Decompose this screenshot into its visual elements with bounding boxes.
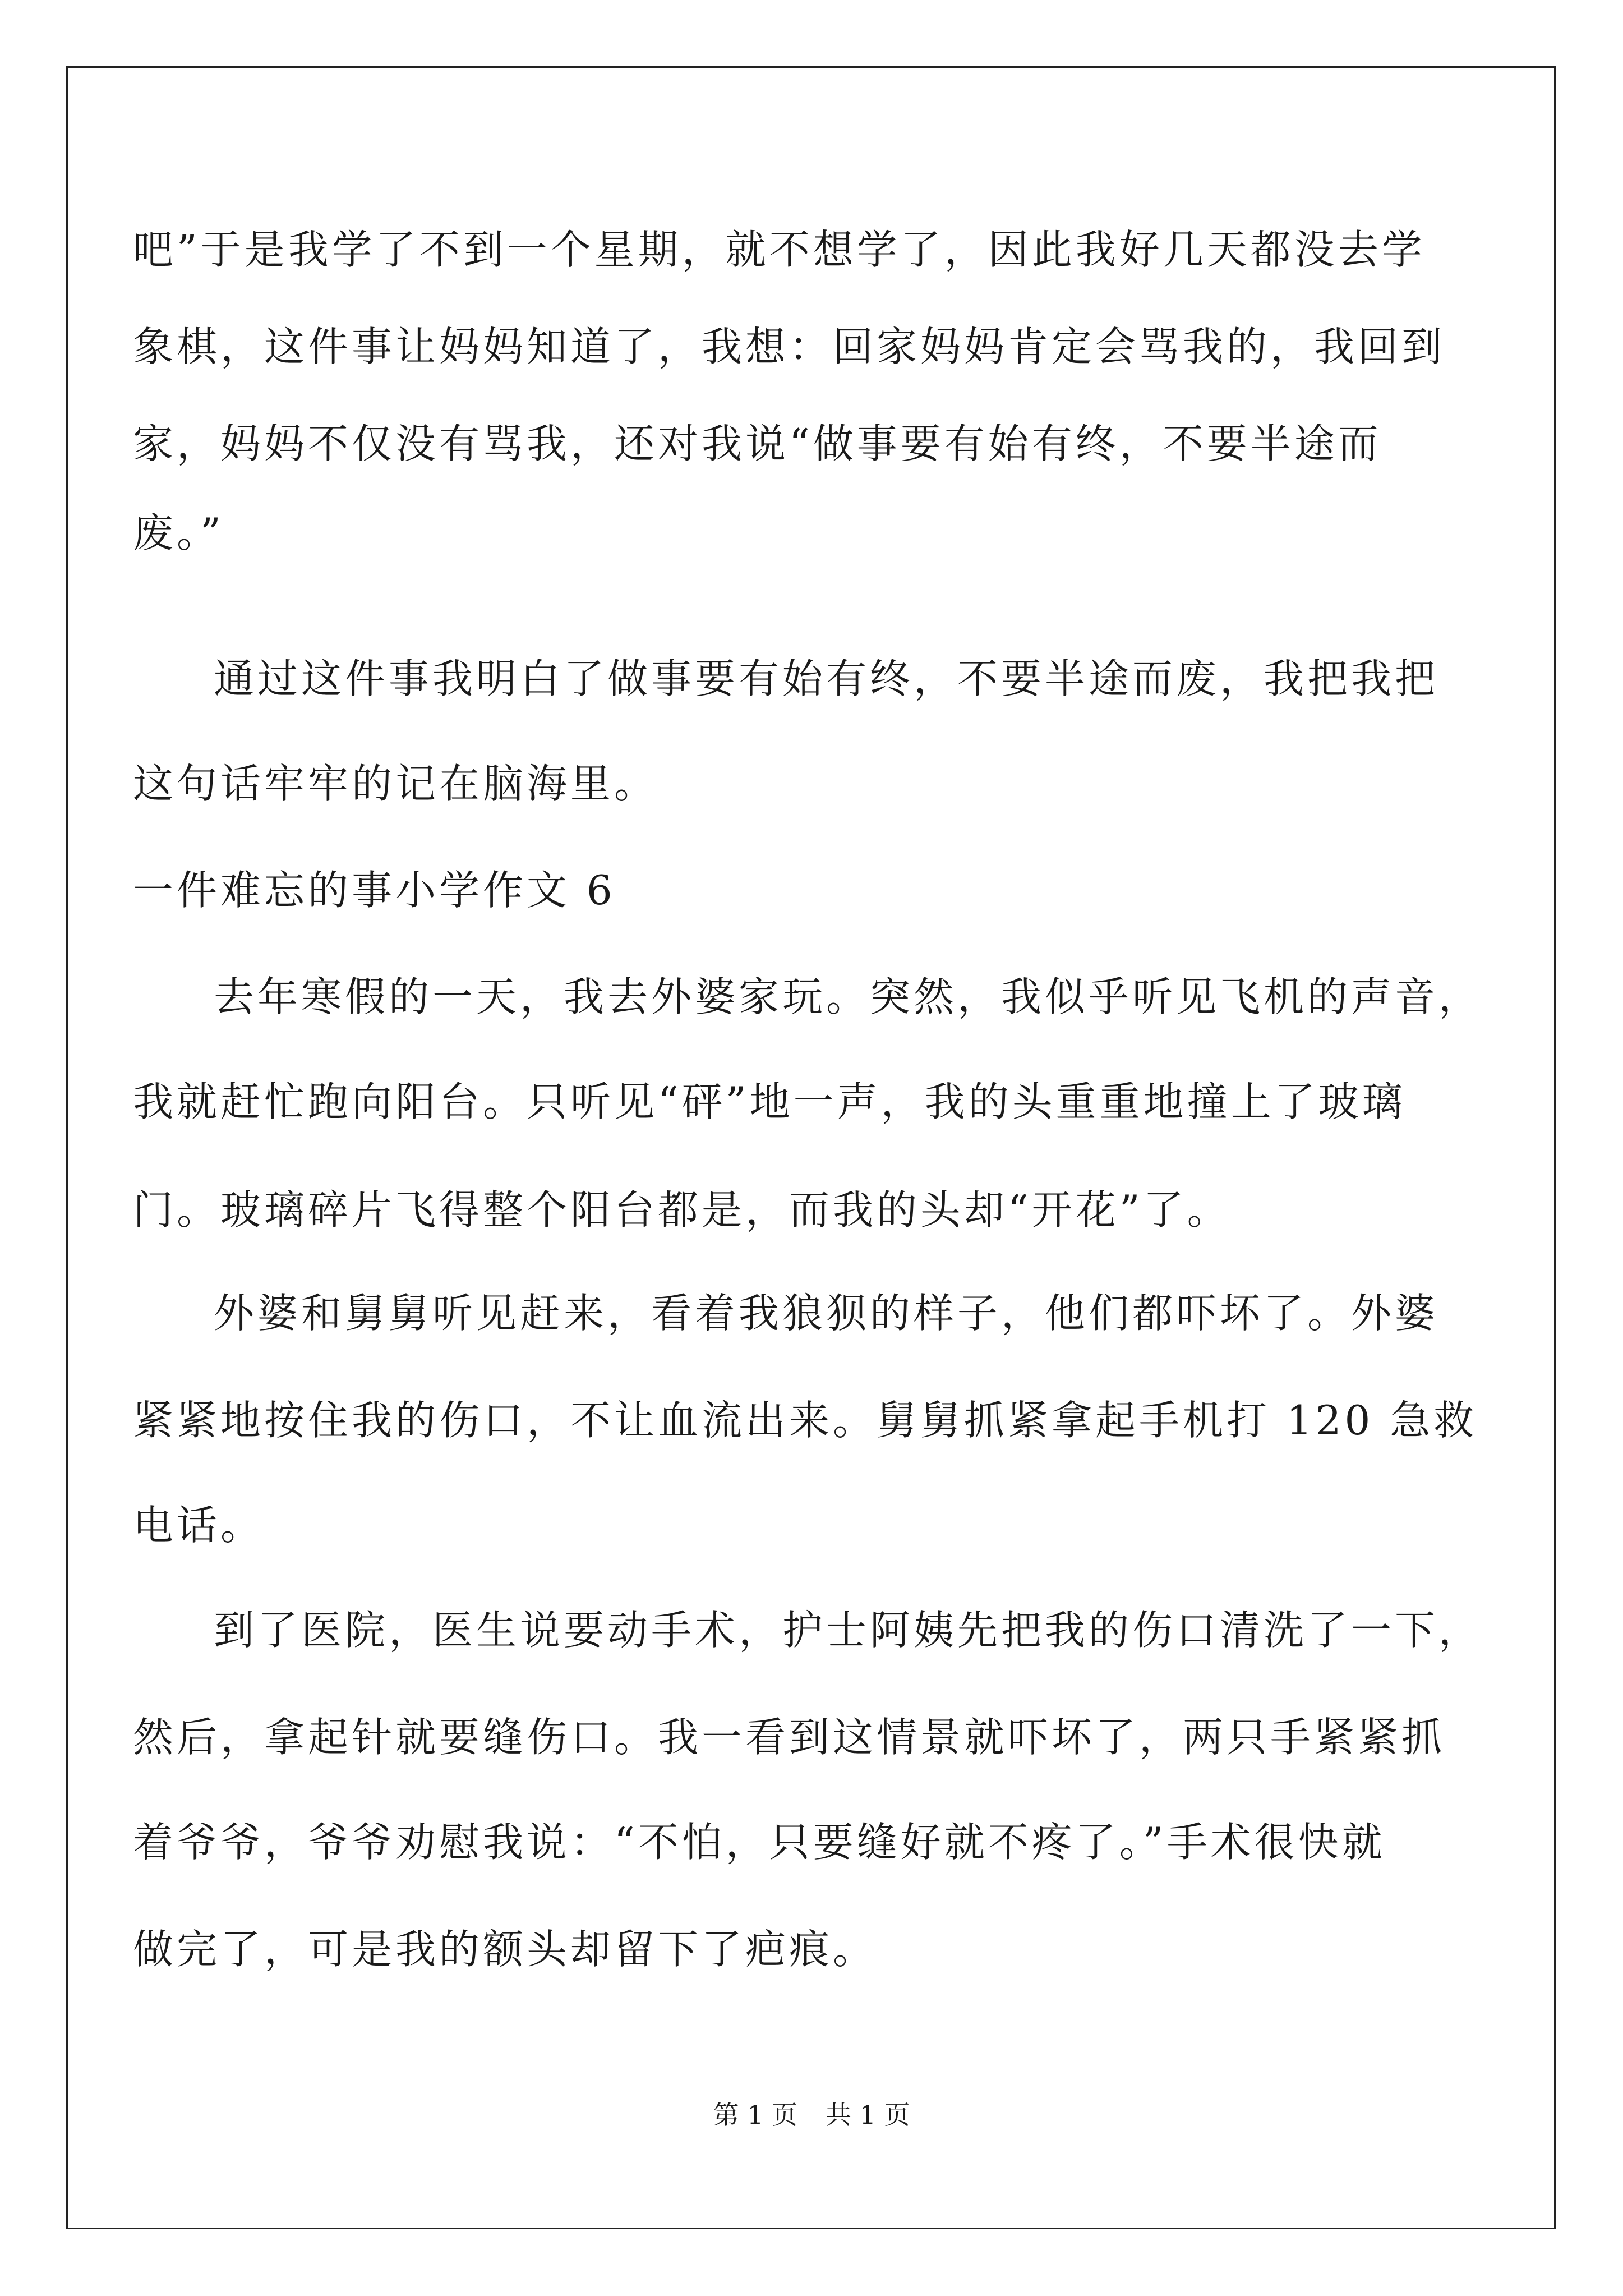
- text-line: 电话。: [133, 1502, 265, 1549]
- text-line: 象棋，这件事让妈妈知道了，我想：回家妈妈肯定会骂我的，我回到: [133, 323, 1446, 370]
- text-line: 到了医院，医生说要动手术，护士阿姨先把我的伤口清洗了一下，: [214, 1607, 1483, 1654]
- text-line: 通过这件事我明白了做事要有始有终，不要半途而废，我把我把: [214, 655, 1439, 702]
- page-total: 共 1 页: [826, 2100, 910, 2130]
- text-line: 门。玻璃碎片飞得整个阳台都是，而我的头却“开花”了。: [133, 1186, 1231, 1234]
- page-number: 第 1 页: [713, 2100, 797, 2130]
- page-border: [66, 66, 1556, 2229]
- text-line: 废。”: [133, 509, 224, 556]
- text-line: 吧”于是我学了不到一个星期，就不想学了，因此我好几天都没去学: [133, 226, 1426, 273]
- text-line: 做完了，可是我的额头却留下了疤痕。: [133, 1926, 877, 1973]
- page-footer: [0, 2098, 1623, 2132]
- text-line: 然后，拿起针就要缝伤口。我一看到这情景就吓坏了，两只手紧紧抓: [133, 1714, 1446, 1761]
- text-line: 着爷爷，爷爷劝慰我说：“不怕，只要缝好就不疼了。”手术很快就: [133, 1819, 1386, 1866]
- text-line: 去年寒假的一天，我去外婆家玩。突然，我似乎听见飞机的声音，: [214, 973, 1483, 1020]
- text-line: 这句话牢牢的记在脑海里。: [133, 760, 658, 807]
- text-line: 紧紧地按住我的伤口，不让血流出来。舅舅抓紧拿起手机打 120 急救: [133, 1397, 1478, 1444]
- text-line: 外婆和舅舅听见赶来，看着我狼狈的样子，他们都吓坏了。外婆: [214, 1290, 1439, 1337]
- text-line: 家，妈妈不仅没有骂我，还对我说“做事要有始有终，不要半途而: [133, 420, 1382, 467]
- section-heading: 一件难忘的事小学作文 6: [133, 867, 616, 914]
- text-line: 我就赶忙跑向阳台。只听见“砰”地一声，我的头重重地撞上了玻璃: [133, 1078, 1406, 1125]
